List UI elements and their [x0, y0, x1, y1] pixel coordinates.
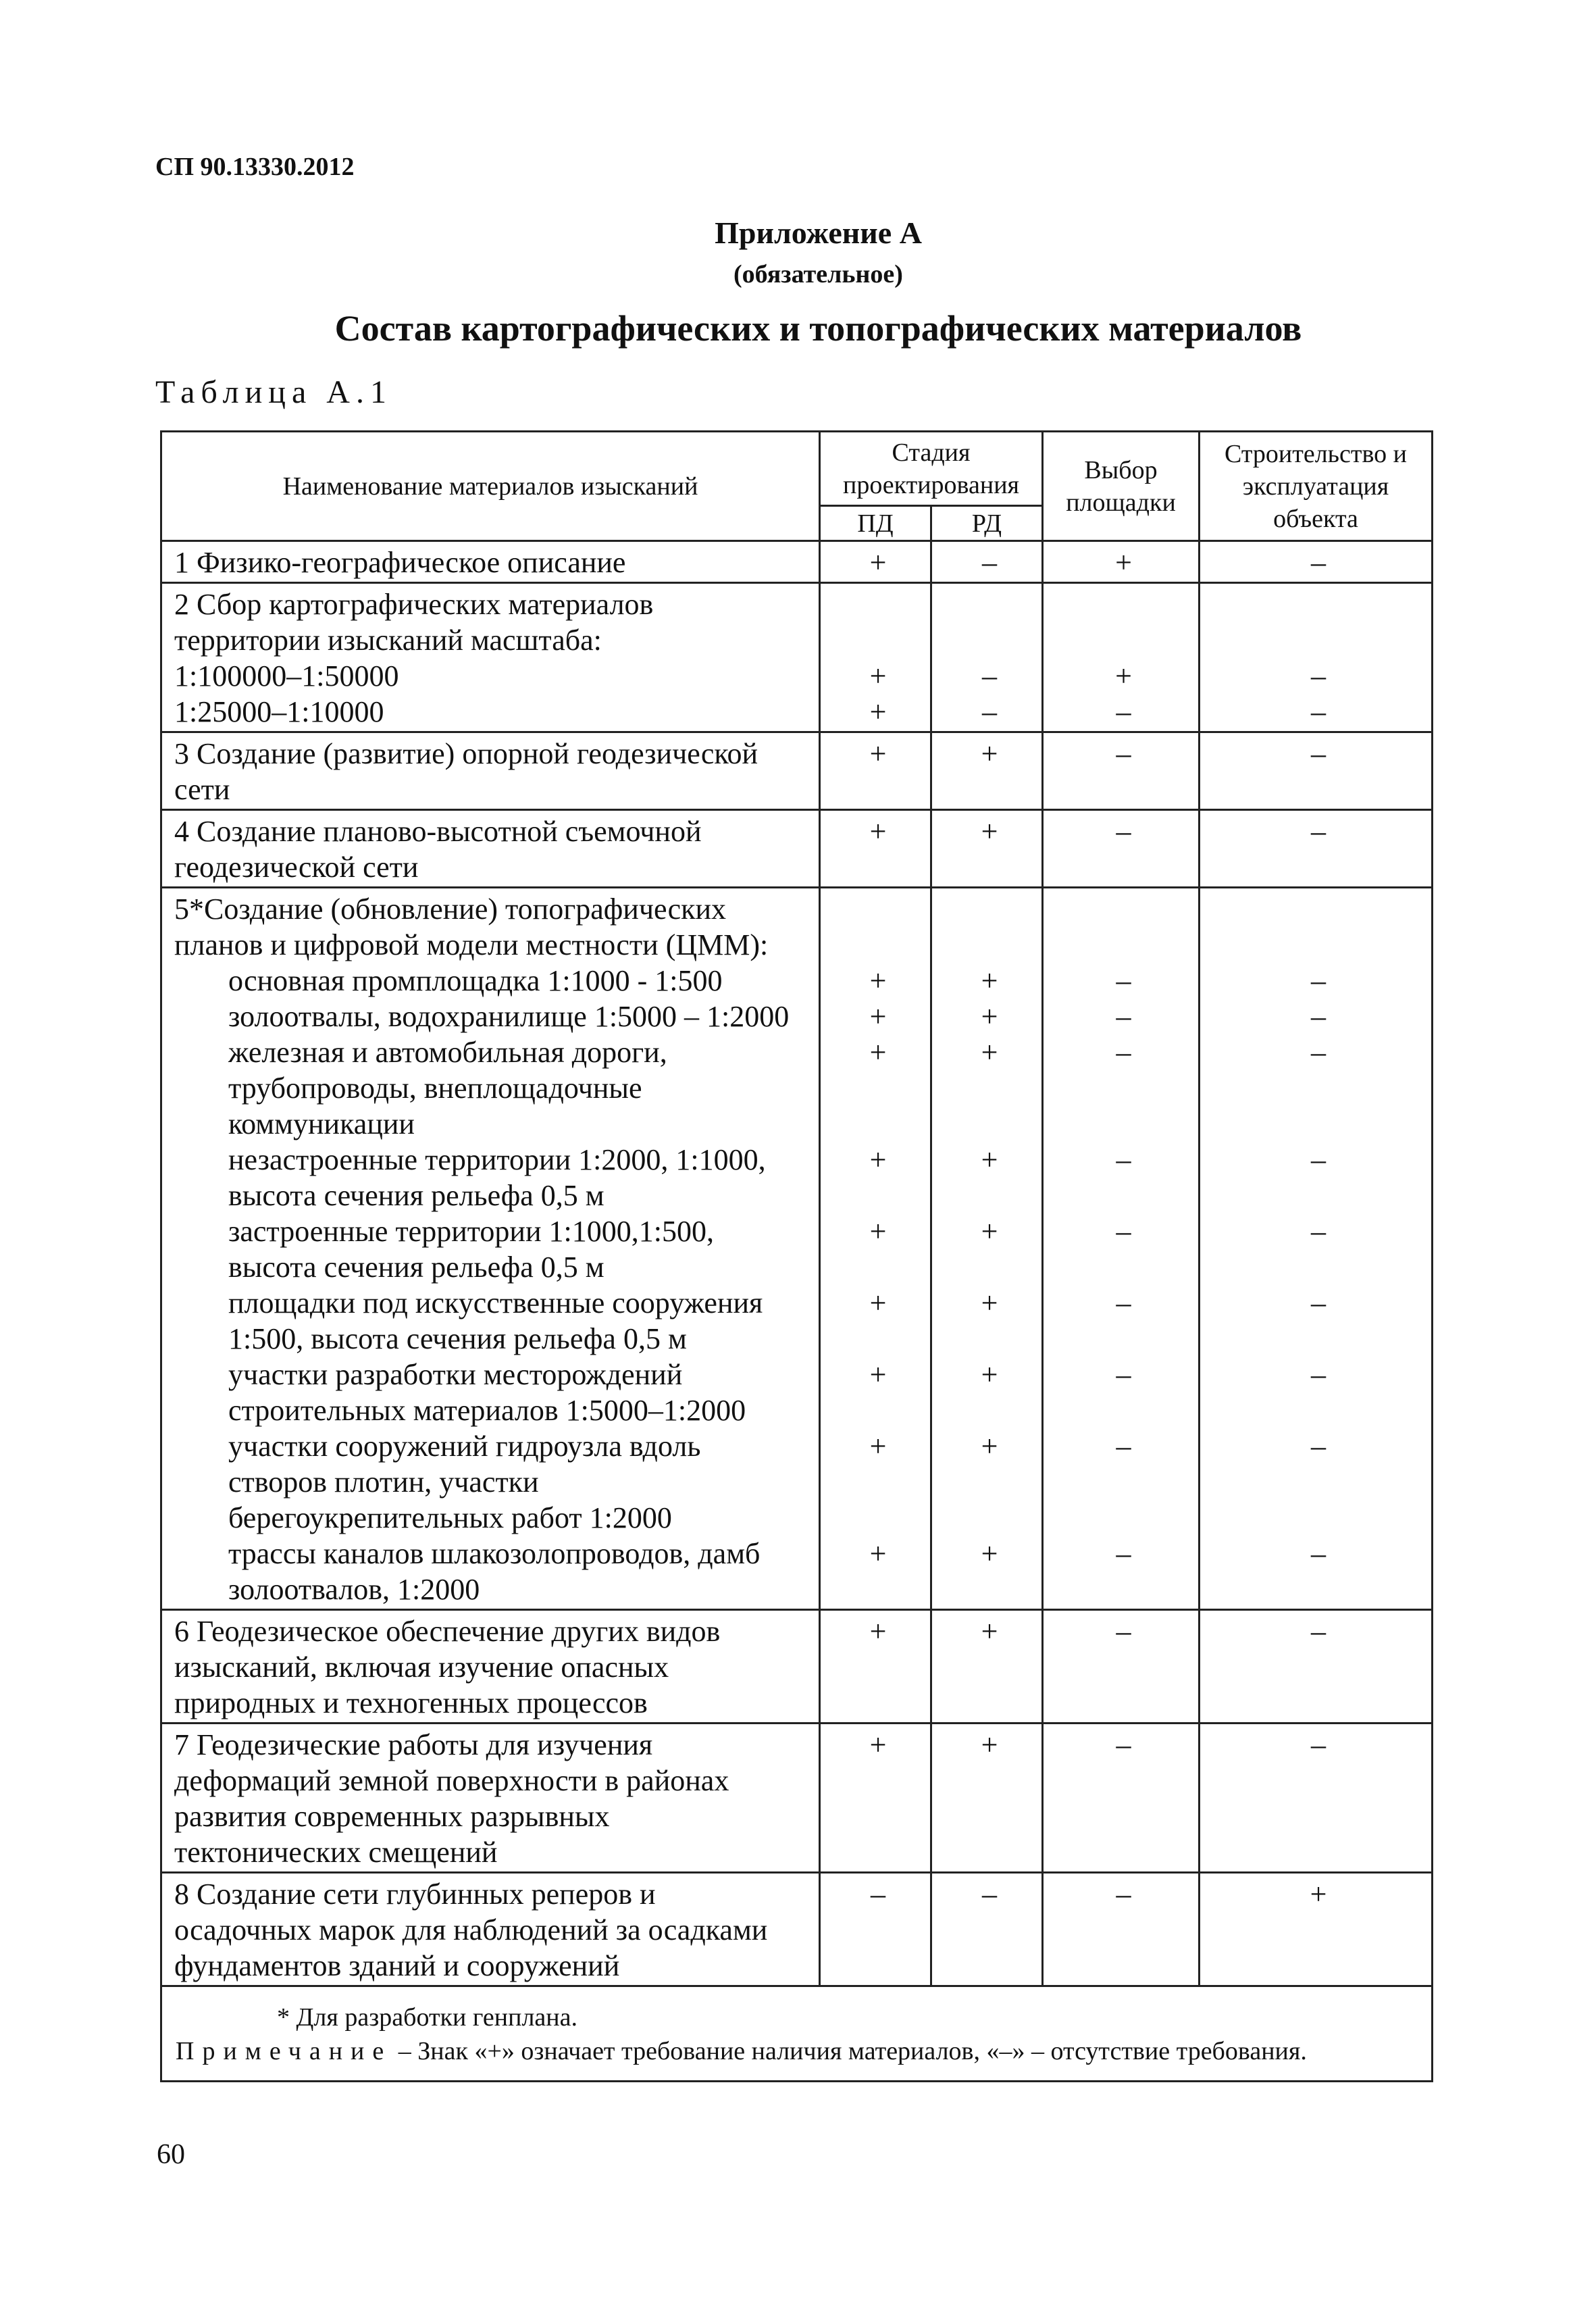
mark-spacer — [833, 1571, 923, 1607]
materials-table — [160, 430, 1433, 2082]
row-name-cell — [161, 888, 820, 1610]
mark-cell-site — [1043, 541, 1200, 583]
mark-spacer — [1212, 1321, 1424, 1357]
table-row — [161, 583, 1433, 732]
row-text-line: осадочных марок для наблюдений за осадками — [174, 1913, 768, 1946]
row-text-line: геодезической сети — [174, 851, 419, 884]
mark-sign: + — [981, 1358, 998, 1391]
mark-sign — [1212, 586, 1424, 622]
mark-cell-pd — [820, 1610, 931, 1724]
mark-spacer — [944, 1070, 1035, 1106]
sub-item-line: участки сооружений гидроузла вдоль — [228, 1430, 701, 1463]
mark-spacer — [833, 927, 923, 963]
note — [176, 2034, 1418, 2068]
mark-sign: – — [982, 1878, 997, 1911]
mark-cell-construction — [1200, 732, 1433, 810]
table-row — [161, 810, 1433, 888]
sub-item-line: участки разработки месторождений — [228, 1358, 683, 1391]
mark-sign: – — [871, 1878, 885, 1911]
mark-sign: + — [1115, 659, 1132, 693]
row-name-cell — [161, 1610, 820, 1724]
mark-sign: + — [981, 1537, 998, 1570]
row-name-cell — [161, 1724, 820, 1873]
mark-sign — [833, 586, 923, 622]
mark-sign: – — [1116, 1215, 1131, 1248]
mark-spacer — [1212, 1392, 1424, 1428]
mark-sign: – — [1116, 1878, 1131, 1911]
row-text-line: 1 Физико-географическое описание — [174, 546, 626, 579]
mark-sign: + — [981, 1000, 998, 1033]
mark-sign: – — [1311, 695, 1326, 728]
mark-sign: + — [869, 1215, 887, 1248]
header-pd: ПД — [820, 506, 931, 541]
row-name-cell — [161, 1873, 820, 1986]
mark-sign: + — [869, 737, 887, 770]
mark-cell-site — [1043, 583, 1200, 732]
appendix-status: (обязательное) — [733, 260, 903, 288]
mark-sign: – — [1116, 1537, 1131, 1570]
document-code: СП 90.13330.2012 — [155, 153, 355, 181]
table-row — [161, 1873, 1433, 1986]
mark-spacer — [833, 1464, 923, 1500]
sub-item-line: коммуникации — [228, 1107, 415, 1140]
mark-spacer — [944, 1392, 1035, 1428]
mark-sign — [944, 622, 1035, 658]
mark-cell-construction — [1200, 541, 1433, 583]
row-text-line: фундаментов зданий и сооружений — [174, 1949, 620, 1982]
mark-cell-pd — [820, 732, 931, 810]
mark-sign: – — [1116, 815, 1131, 848]
sub-item-line: площадки под искусственные сооружения — [228, 1286, 763, 1319]
mark-sign: + — [981, 1728, 998, 1761]
row-text-line: 2 Сбор картографических материалов — [174, 588, 654, 621]
sub-item-line: створов плотин, участки — [228, 1465, 539, 1499]
mark-spacer — [833, 1500, 923, 1536]
mark-sign: + — [981, 1430, 998, 1463]
mark-cell-site — [1043, 1873, 1200, 1986]
mark-cell-site — [1043, 810, 1200, 888]
table-label: Таблица А.1 — [155, 374, 392, 410]
mark-spacer — [1212, 1571, 1424, 1607]
mark-sign: + — [869, 1000, 887, 1033]
mark-sign: + — [869, 695, 887, 728]
header-stage: Стадия проектирования — [820, 432, 1043, 506]
mark-sign: – — [982, 546, 997, 579]
mark-sign: + — [869, 1358, 887, 1391]
mark-sign: – — [1116, 1000, 1131, 1033]
mark-sign: – — [1311, 1000, 1326, 1033]
mark-sign: + — [981, 1615, 998, 1648]
mark-spacer — [1056, 1249, 1191, 1285]
mark-sign: – — [982, 659, 997, 693]
mark-spacer — [944, 927, 1035, 963]
mark-cell-rd — [931, 810, 1043, 888]
mark-spacer — [944, 1321, 1035, 1357]
mark-sign: – — [1311, 659, 1326, 693]
mark-spacer — [833, 1321, 923, 1357]
mark-spacer — [1056, 1106, 1191, 1142]
row-text-line: сети — [174, 773, 230, 806]
mark-sign: + — [869, 1430, 887, 1463]
mark-sign: – — [1116, 1286, 1131, 1319]
mark-sign: – — [1116, 1430, 1131, 1463]
table-row — [161, 888, 1433, 1610]
row-text-line: 4 Создание планово-высотной съемочной — [174, 815, 702, 848]
mark-cell-construction — [1200, 1610, 1433, 1724]
mark-sign: + — [981, 1215, 998, 1248]
mark-sign — [833, 622, 923, 658]
row-text-line: природных и техногенных процессов — [174, 1686, 648, 1719]
mark-cell-construction — [1200, 810, 1433, 888]
mark-spacer — [1056, 927, 1191, 963]
mark-cell-site — [1043, 888, 1200, 1610]
mark-sign: – — [1116, 1615, 1131, 1648]
table-body — [161, 541, 1433, 1986]
mark-sign: – — [1311, 1430, 1326, 1463]
mark-sign: + — [1115, 546, 1132, 579]
mark-spacer — [1056, 1321, 1191, 1357]
mark-cell-rd — [931, 1610, 1043, 1724]
mark-cell-site — [1043, 1610, 1200, 1724]
table-notes — [161, 1986, 1433, 2082]
sub-item-line: золоотвалов, 1:2000 — [228, 1573, 480, 1606]
mark-sign: – — [1311, 1358, 1326, 1391]
mark-cell-pd — [820, 888, 931, 1610]
sub-item-line: незастроенные территории 1:2000, 1:1000, — [228, 1143, 766, 1176]
mark-spacer — [1212, 1178, 1424, 1213]
mark-cell-rd — [931, 888, 1043, 1610]
mark-sign: – — [1116, 964, 1131, 997]
table-row — [161, 732, 1433, 810]
mark-spacer — [944, 1500, 1035, 1536]
mark-spacer — [1056, 1500, 1191, 1536]
mark-cell-pd — [820, 583, 931, 732]
mark-sign: + — [981, 1286, 998, 1319]
sub-item-line: строительных материалов 1:5000–1:2000 — [228, 1394, 746, 1427]
mark-sign: – — [982, 695, 997, 728]
mark-spacer — [944, 1249, 1035, 1285]
mark-spacer — [833, 1249, 923, 1285]
mark-sign: – — [1311, 815, 1326, 848]
footnote: * Для разработки генплана. — [277, 2003, 577, 2032]
mark-sign — [1212, 622, 1424, 658]
mark-spacer — [833, 891, 923, 927]
mark-spacer — [1212, 1249, 1424, 1285]
row-name-cell — [161, 732, 820, 810]
table-row — [161, 1724, 1433, 1873]
mark-sign: + — [869, 1537, 887, 1570]
mark-sign — [944, 586, 1035, 622]
mark-sign: + — [869, 1143, 887, 1176]
table-row — [161, 1610, 1433, 1724]
sub-item-line: основная промплощадка 1:1000 - 1:500 — [228, 964, 723, 997]
page-number: 60 — [157, 2139, 185, 2170]
mark-sign — [1056, 622, 1191, 658]
mark-sign: – — [1311, 1615, 1326, 1648]
mark-sign: + — [981, 1036, 998, 1069]
mark-cell-rd — [931, 1873, 1043, 1986]
mark-spacer — [944, 1464, 1035, 1500]
mark-sign: + — [981, 964, 998, 997]
row-name-cell — [161, 541, 820, 583]
row-text-line: 7 Геодезические работы для изучения — [174, 1728, 653, 1761]
mark-spacer — [944, 891, 1035, 927]
mark-spacer — [833, 1392, 923, 1428]
appendix-title: Приложение А — [715, 216, 922, 250]
row-text-line: изысканий, включая изучение опасных — [174, 1651, 669, 1684]
mark-spacer — [1056, 1392, 1191, 1428]
row-text-line: 5*Создание (обновление) топографических — [174, 892, 727, 926]
mark-sign: – — [1311, 1143, 1326, 1176]
sub-item-line: трассы каналов шлакозолопроводов, дамб — [228, 1537, 761, 1570]
sub-item-line: железная и автомобильная дороги, — [228, 1036, 667, 1069]
header-rd: РД — [931, 506, 1043, 541]
row-text-line: 3 Создание (развитие) опорной геодезической — [174, 737, 758, 770]
row-text-line: развития современных разрывных — [174, 1800, 610, 1833]
mark-sign: – — [1311, 1215, 1326, 1248]
mark-cell-rd — [931, 732, 1043, 810]
mark-sign: + — [1310, 1878, 1327, 1911]
mark-cell-rd — [931, 583, 1043, 732]
sub-item-line: 1:500, высота сечения рельефа 0,5 м — [228, 1322, 687, 1355]
sub-item-line: застроенные территории 1:1000,1:500, — [228, 1215, 714, 1248]
mark-spacer — [1056, 1070, 1191, 1106]
mark-sign: – — [1311, 1036, 1326, 1069]
note-label: Примечание — [176, 2037, 392, 2065]
mark-sign — [1056, 586, 1191, 622]
mark-sign: – — [1116, 1358, 1131, 1391]
mark-sign: + — [869, 659, 887, 693]
mark-sign: – — [1311, 546, 1326, 579]
mark-sign: + — [869, 1615, 887, 1648]
mark-cell-rd — [931, 541, 1043, 583]
sub-item-line: высота сечения рельефа 0,5 м — [228, 1251, 604, 1284]
row-text-line: 1:100000–1:50000 — [174, 659, 399, 693]
table-row — [161, 541, 1433, 583]
mark-spacer — [944, 1178, 1035, 1213]
mark-sign: – — [1311, 737, 1326, 770]
header-construction: Строительство и эксплуатация объекта — [1200, 432, 1433, 541]
mark-sign: + — [869, 964, 887, 997]
mark-sign: – — [1116, 1036, 1131, 1069]
mark-sign: – — [1116, 737, 1131, 770]
row-text-line: деформаций земной поверхности в районах — [174, 1764, 729, 1797]
mark-sign: – — [1311, 1537, 1326, 1570]
mark-sign: – — [1311, 1286, 1326, 1319]
mark-sign: + — [869, 1036, 887, 1069]
mark-spacer — [1212, 1464, 1424, 1500]
mark-spacer — [1056, 1571, 1191, 1607]
mark-sign: + — [869, 546, 887, 579]
sub-item-line: берегоукрепительных работ 1:2000 — [228, 1501, 672, 1534]
header-site: Выбор площадки — [1043, 432, 1200, 541]
mark-spacer — [944, 1106, 1035, 1142]
mark-sign: + — [869, 1286, 887, 1319]
mark-sign: + — [981, 1143, 998, 1176]
mark-cell-construction — [1200, 583, 1433, 732]
mark-cell-rd — [931, 1724, 1043, 1873]
mark-sign: + — [981, 815, 998, 848]
mark-sign: – — [1311, 1728, 1326, 1761]
note-text: – Знак «+» означает требование наличия материалов, «–» – отсутствие требования. — [392, 2037, 1307, 2065]
row-text-line: 8 Создание сети глубинных реперов и — [174, 1878, 656, 1911]
page-title: Состав картографических и топографических материалов — [334, 308, 1302, 349]
row-name-cell — [161, 583, 820, 732]
sub-item-line: трубопроводы, внеплощадочные — [228, 1072, 642, 1105]
mark-sign: + — [981, 737, 998, 770]
mark-spacer — [1056, 891, 1191, 927]
mark-sign: + — [869, 815, 887, 848]
row-text-line: планов и цифровой модели местности (ЦММ): — [174, 928, 769, 961]
mark-cell-pd — [820, 1873, 931, 1986]
mark-spacer — [1212, 927, 1424, 963]
row-text-line: территории изысканий масштаба: — [174, 624, 602, 657]
mark-spacer — [1212, 1106, 1424, 1142]
mark-spacer — [1056, 1178, 1191, 1213]
mark-cell-construction — [1200, 1724, 1433, 1873]
mark-spacer — [1212, 1500, 1424, 1536]
header-name: Наименование материалов изысканий — [161, 432, 820, 541]
mark-cell-pd — [820, 1724, 931, 1873]
row-text-line: 1:25000–1:10000 — [174, 695, 384, 728]
mark-sign: – — [1116, 695, 1131, 728]
mark-spacer — [944, 1571, 1035, 1607]
mark-cell-pd — [820, 810, 931, 888]
row-text-line: 6 Геодезическое обеспечение других видов — [174, 1615, 721, 1648]
mark-spacer — [1056, 1464, 1191, 1500]
mark-sign: – — [1311, 964, 1326, 997]
sub-item-line: золоотвалы, водохранилище 1:5000 – 1:2000 — [228, 1000, 790, 1033]
row-text-line: тектонических смещений — [174, 1836, 498, 1869]
mark-cell-pd — [820, 541, 931, 583]
mark-cell-construction — [1200, 1873, 1433, 1986]
sub-item-line: высота сечения рельефа 0,5 м — [228, 1179, 604, 1212]
mark-cell-site — [1043, 732, 1200, 810]
mark-sign: – — [1116, 1728, 1131, 1761]
mark-cell-construction — [1200, 888, 1433, 1610]
mark-sign: + — [869, 1728, 887, 1761]
row-name-cell — [161, 810, 820, 888]
mark-spacer — [833, 1178, 923, 1213]
mark-spacer — [833, 1070, 923, 1106]
mark-spacer — [1212, 891, 1424, 927]
mark-spacer — [833, 1106, 923, 1142]
mark-spacer — [1212, 1070, 1424, 1106]
mark-cell-site — [1043, 1724, 1200, 1873]
mark-sign: – — [1116, 1143, 1131, 1176]
